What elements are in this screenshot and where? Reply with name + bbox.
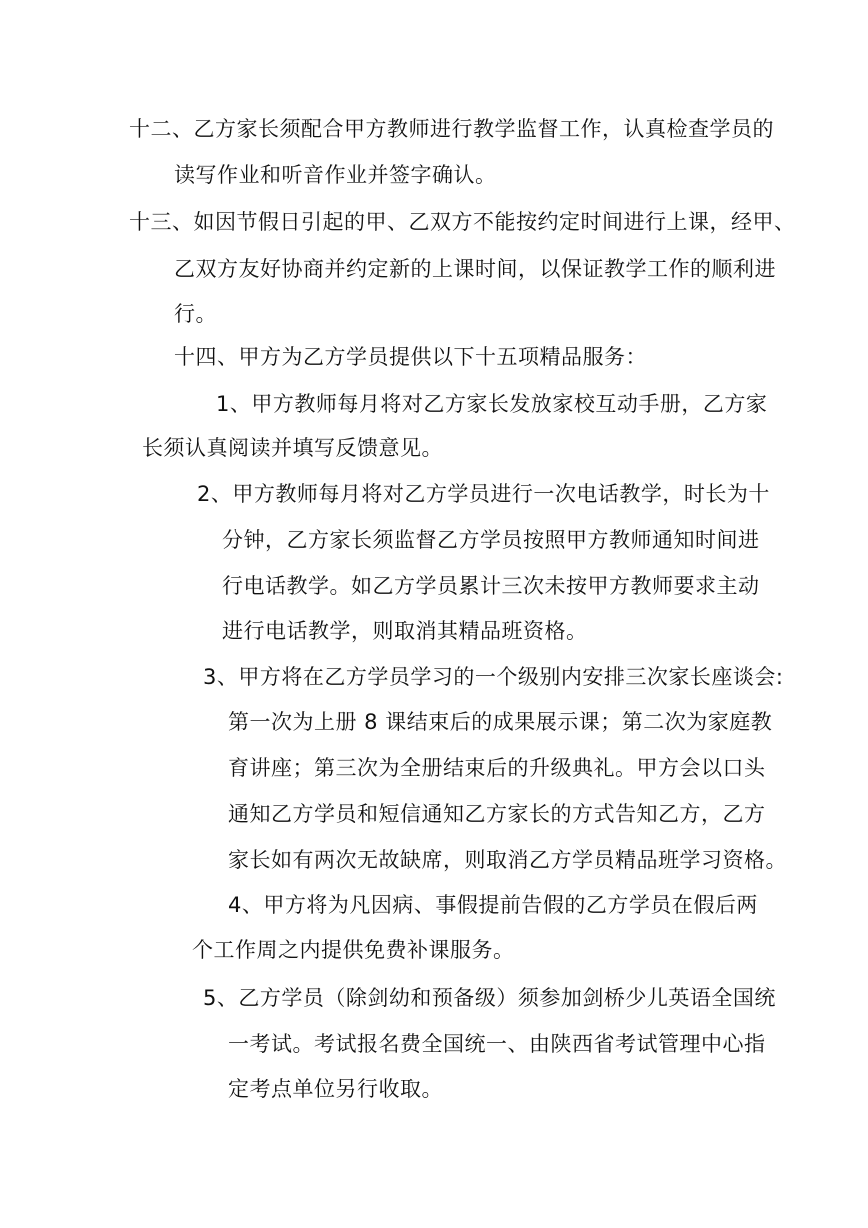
service-2-line-2: 分钟，乙方家长须监督乙方学员按照甲方教师通知时间进 <box>222 528 760 552</box>
service-4-line-2: 个工作周之内提供免费补课服务。 <box>192 938 515 962</box>
clause-12-line-2: 读写作业和听音作业并签字确认。 <box>174 163 497 187</box>
service-3-line-2: 第一次为上册 8 课结束后的成果展示课；第二次为家庭教 <box>228 710 773 734</box>
clause-13-line-2: 乙双方友好协商并约定新的上课时间，以保证教学工作的顺利进 <box>174 257 776 281</box>
clause-12-line-1: 十二、乙方家长须配合甲方教师进行教学监督工作，认真检查学员的 <box>129 117 774 141</box>
service-1-line-2: 长须认真阅读并填写反馈意见。 <box>142 436 443 460</box>
service-1-line-1: 1、甲方教师每月将对乙方家长发放家校互动手册，乙方家 <box>216 392 768 416</box>
service-5-line-1: 5、乙方学员（除剑幼和预备级）须参加剑桥少儿英语全国统 <box>203 986 776 1010</box>
service-3-line-1: 3、甲方将在乙方学员学习的一个级别内安排三次家长座谈会: <box>203 665 784 689</box>
clause-14-heading: 十四、甲方为乙方学员提供以下十五项精品服务： <box>174 345 647 369</box>
service-3-line-3: 育讲座；第三次为全册结束后的升级典礼。甲方会以口头 <box>228 756 766 780</box>
clause-13-line-1: 十三、如因节假日引起的甲、乙双方不能按约定时间进行上课，经甲、 <box>129 210 796 234</box>
service-2-line-3: 行电话教学。如乙方学员累计三次未按甲方教师要求主动 <box>222 574 760 598</box>
service-2-line-4: 进行电话教学，则取消其精品班资格。 <box>222 619 588 643</box>
service-3-line-4: 通知乙方学员和短信通知乙方家长的方式告知乙方，乙方 <box>228 802 766 826</box>
service-5-line-2: 一考试。考试报名费全国统一、由陕西省考试管理中心指 <box>228 1032 766 1056</box>
service-5-line-3: 定考点单位另行收取。 <box>228 1077 443 1101</box>
clause-13-line-3: 行。 <box>174 302 217 326</box>
service-2-line-1: 2、甲方教师每月将对乙方学员进行一次电话教学，时长为十 <box>197 482 770 506</box>
service-4-line-1: 4、甲方将为凡因病、事假提前告假的乙方学员在假后两 <box>228 893 758 917</box>
service-3-line-5: 家长如有两次无故缺席，则取消乙方学员精品班学习资格。 <box>228 848 787 872</box>
